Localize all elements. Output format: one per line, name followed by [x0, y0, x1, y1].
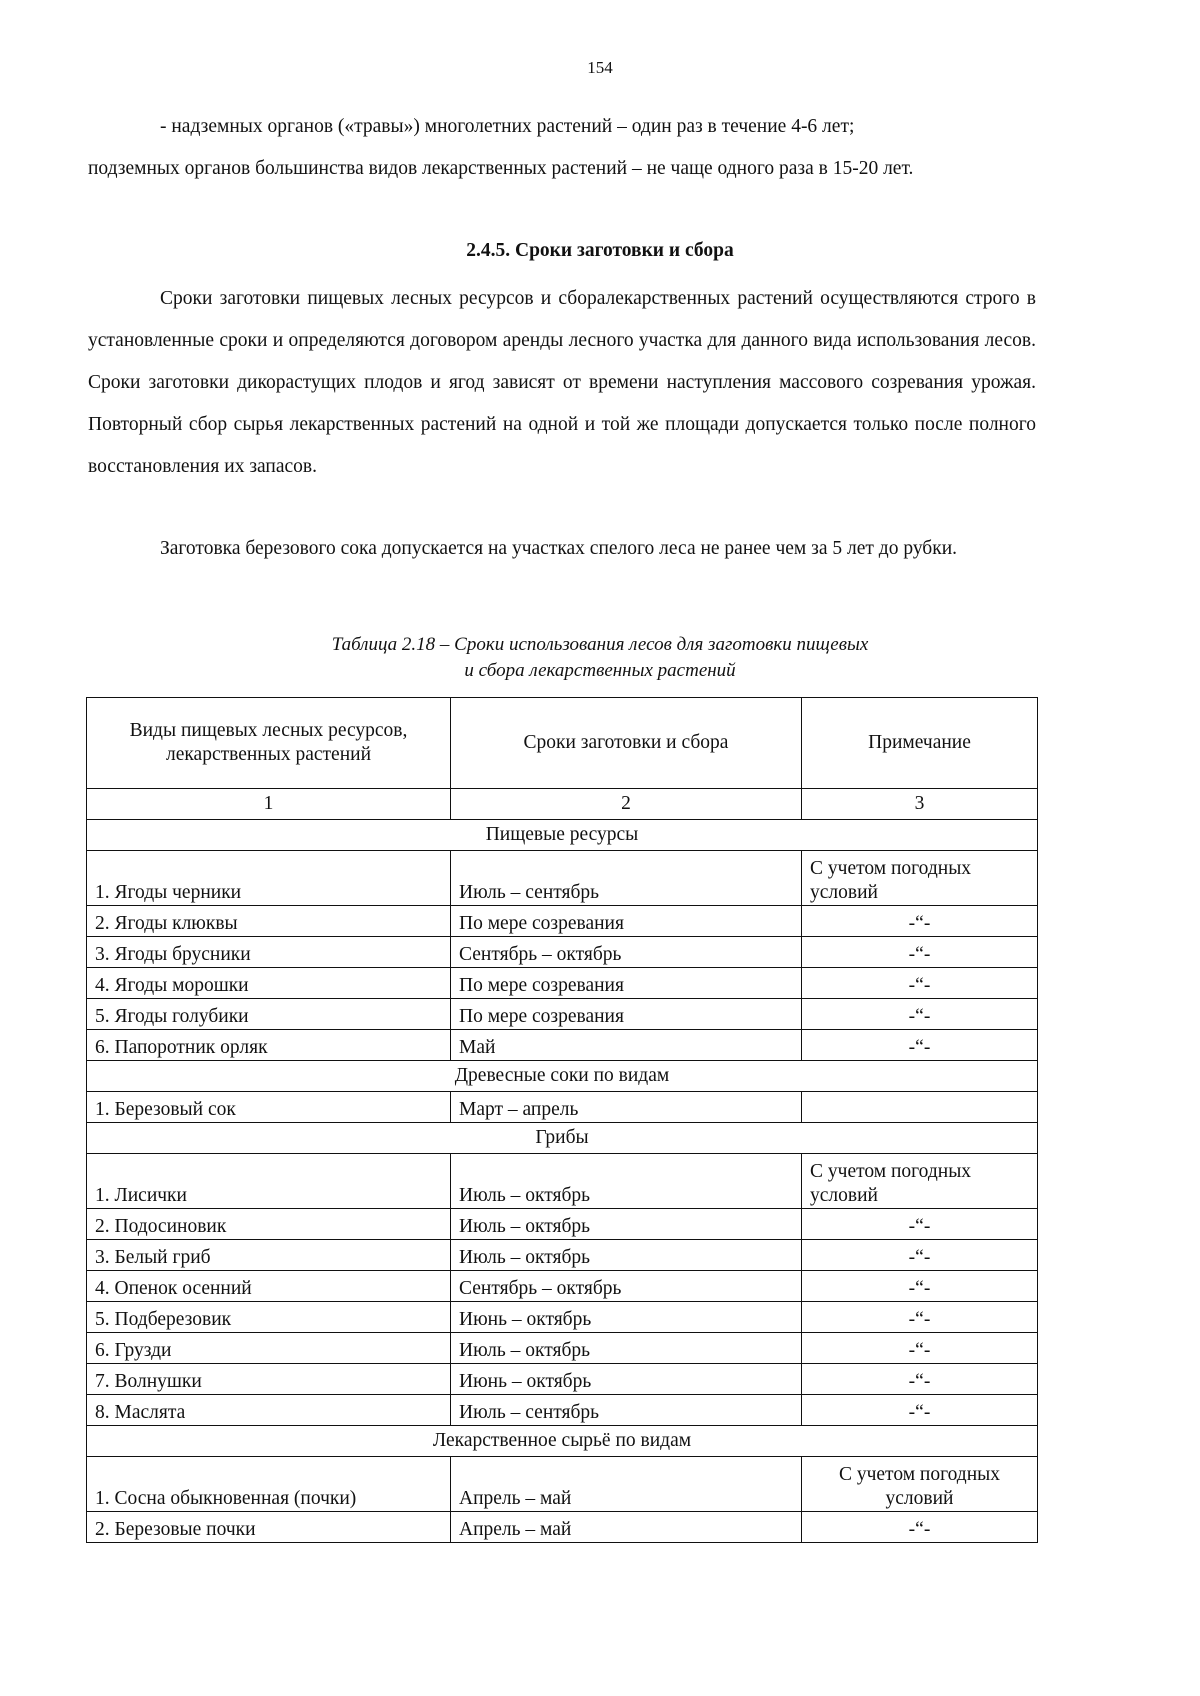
- species-cell: 2. Березовые почки: [87, 1512, 451, 1543]
- note-cell: -“-: [802, 1364, 1038, 1395]
- note-cell: С учетом погодных условий: [802, 851, 1038, 906]
- species-cell: 1. Березовый сок: [87, 1092, 451, 1123]
- dates-cell: Июнь – октябрь: [451, 1364, 802, 1395]
- note-cell: -“-: [802, 1240, 1038, 1271]
- note-cell: -“-: [802, 1512, 1038, 1543]
- dates-cell: Май: [451, 1030, 802, 1061]
- note-cell: -“-: [802, 1302, 1038, 1333]
- body-paragraph-2-text: Заготовка березового сока допускается на участках спелого леса не ранее чем за 5 лет до рубки.: [160, 538, 958, 559]
- table-row: [87, 1302, 1038, 1333]
- species-cell: 2. Ягоды клюквы: [87, 906, 451, 937]
- dates-cell: Сентябрь – октябрь: [451, 937, 802, 968]
- note-cell: -“-: [802, 968, 1038, 999]
- dates-cell: По мере созревания: [451, 999, 802, 1030]
- header-cell-species: Виды пищевых лесных ресурсов, лекарственных растений: [87, 698, 451, 789]
- table-caption-line-2: и сбора лекарственных растений: [464, 660, 736, 681]
- table-section-row: [87, 1426, 1038, 1457]
- note-cell: С учетом погодных условий: [802, 1457, 1038, 1512]
- dates-cell: Июнь – октябрь: [451, 1302, 802, 1333]
- note-cell: -“-: [802, 1209, 1038, 1240]
- table-header-row: [87, 698, 1038, 789]
- note-cell: -“-: [802, 1333, 1038, 1364]
- section-title-cell: Древесные соки по видам: [87, 1061, 1038, 1092]
- table-row: [87, 1154, 1038, 1209]
- note-cell: -“-: [802, 1271, 1038, 1302]
- species-cell: 3. Белый гриб: [87, 1240, 451, 1271]
- species-cell: 7. Волнушки: [87, 1364, 451, 1395]
- dates-cell: По мере созревания: [451, 968, 802, 999]
- table-row: [87, 1333, 1038, 1364]
- species-cell: 6. Папоротник орляк: [87, 1030, 451, 1061]
- species-cell: 8. Маслята: [87, 1395, 451, 1426]
- dates-cell: Апрель – май: [451, 1512, 802, 1543]
- table-caption: [0, 632, 1200, 684]
- species-cell: 5. Подберезовик: [87, 1302, 451, 1333]
- table-row: [87, 906, 1038, 937]
- table-section-row: [87, 1123, 1038, 1154]
- column-number-row: [87, 789, 1038, 820]
- table-row: [87, 1092, 1038, 1123]
- species-cell: 3. Ягоды брусники: [87, 937, 451, 968]
- harvest-schedule-table: [86, 697, 1038, 1543]
- table-row: [87, 851, 1038, 906]
- dates-cell: Март – апрель: [451, 1092, 802, 1123]
- species-cell: 6. Грузди: [87, 1333, 451, 1364]
- dates-cell: Июль – октябрь: [451, 1240, 802, 1271]
- column-number-2: 2: [451, 789, 802, 820]
- section-heading: 2.4.5. Сроки заготовки и сбора: [466, 240, 734, 261]
- table-row: [87, 1271, 1038, 1302]
- note-cell: С учетом погодных условий: [802, 1154, 1038, 1209]
- intro-paragraph: [88, 106, 1036, 190]
- species-cell: 4. Ягоды морошки: [87, 968, 451, 999]
- section-title-cell: Лекарственное сырьё по видам: [87, 1426, 1038, 1457]
- dates-cell: Июль – октябрь: [451, 1209, 802, 1240]
- table-row: [87, 968, 1038, 999]
- table-row: [87, 1364, 1038, 1395]
- species-cell: 2. Подосиновик: [87, 1209, 451, 1240]
- page-number: 154: [587, 58, 613, 77]
- column-number-1: 1: [87, 789, 451, 820]
- table-section-row: [87, 820, 1038, 851]
- note-cell: -“-: [802, 937, 1038, 968]
- note-cell: -“-: [802, 906, 1038, 937]
- dates-cell: По мере созревания: [451, 906, 802, 937]
- table-body: [87, 698, 1038, 1543]
- dates-cell: Июль – сентябрь: [451, 851, 802, 906]
- note-cell: -“-: [802, 1030, 1038, 1061]
- dates-cell: Июль – сентябрь: [451, 1395, 802, 1426]
- table-caption-line-1: Таблица 2.18 – Сроки использования лесов для заготовки пищевых: [331, 634, 869, 655]
- body-paragraph-2: [88, 528, 1036, 570]
- intro-line-1: - надземных органов («травы») многолетних растений – один раз в течение 4-6 лет;: [160, 116, 855, 137]
- dates-cell: Сентябрь – октябрь: [451, 1271, 802, 1302]
- table-row: [87, 1395, 1038, 1426]
- table-row: [87, 1030, 1038, 1061]
- species-cell: 4. Опенок осенний: [87, 1271, 451, 1302]
- table-row: [87, 1240, 1038, 1271]
- note-cell: -“-: [802, 1395, 1038, 1426]
- species-cell: 1. Сосна обыкновенная (почки): [87, 1457, 451, 1512]
- header-cell-dates: Сроки заготовки и сбора: [451, 698, 802, 789]
- header-cell-note: Примечание: [802, 698, 1038, 789]
- species-cell: 1. Ягоды черники: [87, 851, 451, 906]
- intro-line-2: подземных органов большинства видов лекарственных растений – не чаще одного раза в 15-20 лет.: [88, 158, 914, 179]
- section-title-cell: Пищевые ресурсы: [87, 820, 1038, 851]
- body-paragraph-1-text: Сроки заготовки пищевых лесных ресурсов и сборалекарственных растений осуществляются строго в установленные сроки и определяются договором аренды лесного участка для данного вида использования лесов. Сроки заготовки дикорастущих плодов и ягод зависят от времени наступления массового созревания урожая. Повторный сбор сырья лекарственных растений на одной и той же площади допускается только после полного восстановления их запасов.: [88, 288, 1036, 477]
- species-cell: 1. Лисички: [87, 1154, 451, 1209]
- dates-cell: Июль – октябрь: [451, 1333, 802, 1364]
- table-row: [87, 1512, 1038, 1543]
- section-title-cell: Грибы: [87, 1123, 1038, 1154]
- table-row: [87, 999, 1038, 1030]
- note-cell: -“-: [802, 999, 1038, 1030]
- dates-cell: Апрель – май: [451, 1457, 802, 1512]
- column-number-3: 3: [802, 789, 1038, 820]
- dates-cell: Июль – октябрь: [451, 1154, 802, 1209]
- table-row: [87, 937, 1038, 968]
- species-cell: 5. Ягоды голубики: [87, 999, 451, 1030]
- body-paragraph-1: [88, 278, 1036, 488]
- table-section-row: [87, 1061, 1038, 1092]
- table-row: [87, 1457, 1038, 1512]
- note-cell: [802, 1092, 1038, 1123]
- table-row: [87, 1209, 1038, 1240]
